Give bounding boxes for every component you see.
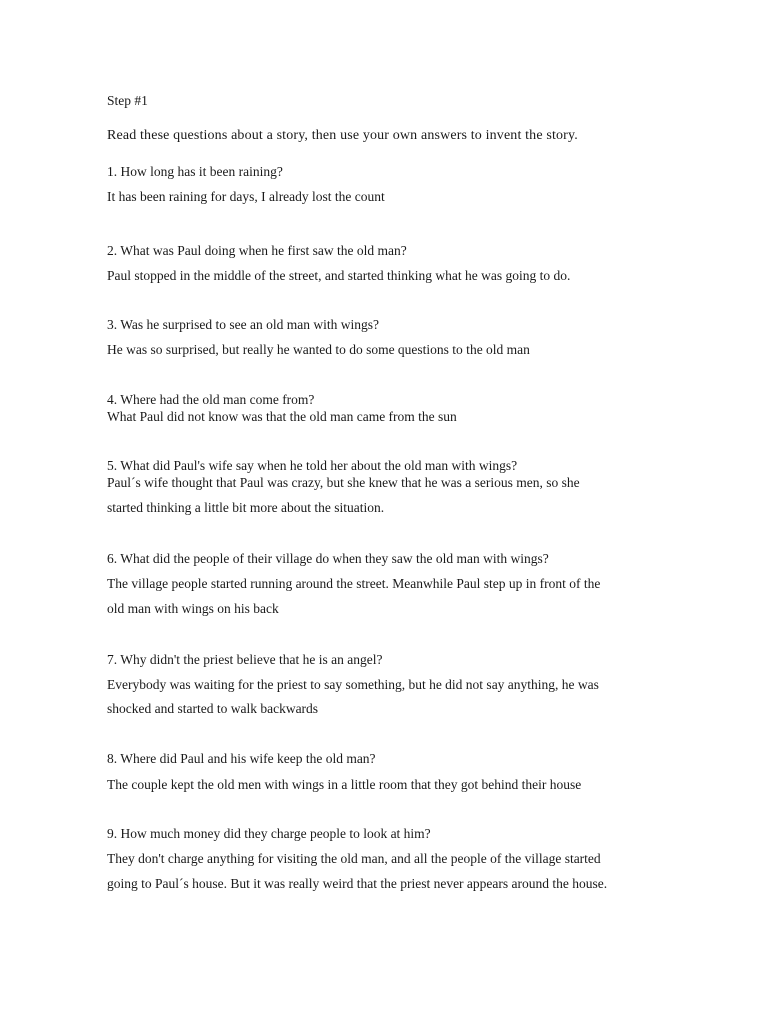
question-8: 8. Where did Paul and his wife keep the old man? (107, 751, 376, 766)
answer-8-line-1: The couple kept the old men with wings in a little room that they got behind their house (107, 777, 582, 792)
question-5: 5. What did Paul's wife say when he told her about the old man with wings? (107, 458, 518, 473)
answer-9-line-1: They don't charge anything for visiting the old man, and all the people of the village started (107, 851, 601, 866)
answer-5-line-2: started thinking a little bit more about the situation. (107, 500, 385, 515)
answer-6-line-1: The village people started running around the street. Meanwhile Paul step up in front of the (107, 576, 601, 591)
step-label: Step #1 (107, 93, 148, 108)
question-9: 9. How much money did they charge people to look at him? (107, 826, 431, 841)
answer-5-line-1: Paul´s wife thought that Paul was crazy, but she knew that he was a serious men, so she (107, 475, 580, 490)
answer-9-line-2: going to Paul´s house. But it was really weird that the priest never appears around the house. (107, 876, 608, 891)
answer-1-line-1: It has been raining for days, I already lost the count (107, 189, 385, 204)
question-1: 1. How long has it been raining? (107, 164, 283, 179)
answer-2-line-1: Paul stopped in the middle of the street, and started thinking what he was going to do. (107, 268, 571, 283)
answer-6-line-2: old man with wings on his back (107, 601, 279, 616)
question-3: 3. Was he surprised to see an old man with wings? (107, 317, 379, 332)
question-2: 2. What was Paul doing when he first saw the old man? (107, 243, 407, 258)
question-4: 4. Where had the old man come from? (107, 392, 315, 407)
question-7: 7. Why didn't the priest believe that he is an angel? (107, 652, 383, 667)
answer-4-line-1: What Paul did not know was that the old man came from the sun (107, 409, 457, 424)
answer-3-line-1: He was so surprised, but really he wanted to do some questions to the old man (107, 342, 530, 357)
answer-7-line-2: shocked and started to walk backwards (107, 701, 319, 716)
instructions: Read these questions about a story, then use your own answers to invent the story. (107, 128, 578, 143)
question-6: 6. What did the people of their village do when they saw the old man with wings? (107, 551, 549, 566)
answer-7-line-1: Everybody was waiting for the priest to say something, but he did not say anything, he was (107, 677, 599, 692)
